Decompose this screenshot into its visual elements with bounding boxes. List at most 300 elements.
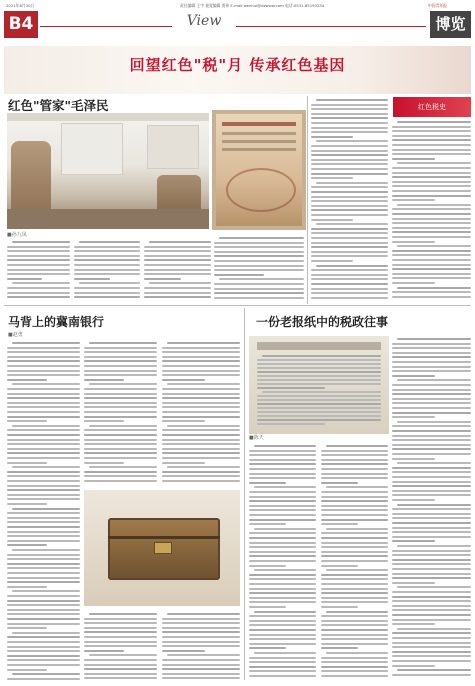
text-line: [7, 439, 80, 441]
text-line: [326, 486, 388, 488]
text-line: [311, 269, 388, 271]
text-line: [311, 274, 388, 276]
text-line: [7, 475, 80, 477]
exhibit-panel: [147, 125, 199, 169]
text-line: [144, 259, 211, 261]
text-line: [74, 292, 140, 294]
text-line: [84, 457, 157, 459]
section-code: B4: [8, 14, 34, 34]
text-line: [311, 159, 388, 161]
text-line: [392, 467, 471, 469]
text-line: [311, 108, 388, 110]
text-line: [84, 631, 157, 633]
text-line: [249, 532, 316, 534]
text-line: [392, 370, 471, 372]
text-line: [162, 347, 240, 349]
text-line: [321, 496, 388, 498]
text-line: [12, 466, 80, 468]
text-line: [7, 287, 70, 289]
text-line: [392, 655, 471, 657]
text-line: [84, 379, 124, 381]
photo-newspaper: [249, 336, 389, 434]
text-line: [316, 265, 388, 267]
text-line: [144, 287, 211, 289]
text-line: [167, 383, 240, 385]
text-line: [392, 596, 471, 598]
section-name: View: [172, 13, 236, 29]
text-line: [311, 260, 353, 262]
banner-title: 回望红色"税"月 传承红色基因: [129, 56, 346, 74]
text-line: [7, 540, 80, 542]
text-line: [167, 613, 240, 615]
text-line: [7, 452, 80, 454]
text-line: [162, 480, 240, 482]
text-line: [7, 434, 80, 436]
text-line: [162, 631, 240, 633]
text-line: [392, 458, 435, 460]
text-line: [392, 540, 435, 542]
text-line: [311, 251, 388, 253]
text-line: [321, 477, 388, 479]
text-line: [7, 627, 47, 629]
text-line: [89, 654, 157, 656]
text-line: [162, 627, 240, 629]
text-line: [249, 574, 316, 576]
text-line: [7, 554, 80, 556]
text-line: [321, 555, 388, 557]
text-line: [7, 600, 80, 602]
text-line: [316, 99, 388, 101]
section-code-tab: [4, 11, 38, 38]
text-line: [397, 379, 471, 381]
text-line: [257, 379, 381, 381]
text-line: [74, 269, 140, 271]
text-line: [311, 113, 388, 115]
channel-tab: [430, 11, 471, 38]
text-line: [84, 650, 124, 652]
text-line: [392, 619, 471, 621]
text-line: [321, 634, 388, 636]
text-line: [392, 389, 471, 391]
text-line: [392, 513, 471, 515]
text-line: [249, 537, 316, 539]
text-line: [257, 371, 381, 373]
text-line: [84, 462, 124, 464]
text-line: [392, 185, 471, 187]
text-line: [167, 466, 240, 468]
text-line: [397, 628, 471, 630]
text-line: [162, 429, 240, 431]
text-line: [321, 473, 388, 475]
text-line: [7, 613, 80, 615]
article-body-column: [144, 240, 211, 302]
text-line: [7, 448, 80, 450]
text-line: [257, 415, 381, 417]
text-line: [144, 278, 181, 280]
text-line: [262, 391, 381, 393]
text-line: [321, 601, 388, 603]
text-line: [392, 291, 471, 293]
text-line: [249, 638, 316, 640]
text-line: [392, 508, 471, 510]
text-line: [321, 583, 388, 585]
text-line: [392, 282, 435, 284]
text-line: [249, 514, 316, 516]
text-line: [214, 246, 304, 248]
text-line: [84, 434, 157, 436]
text-line: [249, 629, 316, 631]
text-line: [321, 482, 358, 484]
text-line: [162, 636, 240, 638]
text-line: [7, 411, 80, 413]
text-line: [311, 122, 388, 124]
text-line: [12, 383, 80, 385]
text-line: [321, 551, 388, 553]
text-line: [7, 370, 80, 372]
text-line: [214, 292, 304, 294]
text-line: [249, 615, 316, 617]
text-line: [321, 509, 388, 511]
text-line: [321, 463, 388, 465]
text-line: [392, 623, 435, 625]
text-line: [167, 342, 240, 344]
text-line: [7, 388, 80, 390]
text-line: [311, 232, 388, 234]
text-line: [249, 583, 316, 585]
text-line: [144, 246, 211, 248]
text-line: [392, 241, 435, 243]
text-line: [7, 292, 70, 294]
text-line: [392, 481, 471, 483]
text-line: [257, 419, 381, 421]
text-line: [321, 519, 388, 521]
text-line: [12, 549, 80, 551]
text-line: [321, 565, 358, 567]
text-line: [162, 393, 240, 395]
text-line: [84, 365, 157, 367]
text-line: [214, 242, 304, 244]
text-line: [249, 624, 316, 626]
byline: ■孙九凤: [7, 232, 27, 238]
text-line: [162, 462, 205, 464]
text-line: [84, 677, 157, 679]
text-line: [84, 448, 157, 450]
text-line: [7, 498, 80, 500]
text-line: [7, 255, 70, 257]
text-line: [249, 546, 316, 548]
text-line: [392, 176, 471, 178]
text-line: [311, 131, 388, 133]
text-line: [249, 463, 316, 465]
text-line: [7, 489, 80, 491]
text-line: [7, 526, 80, 528]
article-body-column: [249, 444, 316, 680]
text-line: [316, 182, 388, 184]
article-body-column: [321, 444, 388, 680]
text-line: [321, 468, 388, 470]
text-line: [84, 351, 157, 353]
text-line: [321, 560, 388, 562]
text-line: [84, 429, 157, 431]
text-line: [7, 397, 80, 399]
text-line: [311, 292, 388, 294]
text-line: [326, 652, 388, 654]
text-line: [84, 356, 157, 358]
text-line: [392, 471, 471, 473]
text-line: [257, 367, 381, 369]
text-line: [162, 411, 240, 413]
text-line: [249, 519, 316, 521]
exhibit-panel: [61, 123, 123, 175]
text-line: [321, 675, 388, 677]
text-line: [392, 559, 471, 561]
text-line: [311, 246, 388, 248]
text-line: [392, 444, 471, 446]
text-line: [214, 260, 304, 262]
text-line: [249, 588, 316, 590]
section-rule: [4, 305, 471, 306]
text-line: [7, 572, 80, 574]
text-line: [397, 338, 471, 340]
text-line: [149, 282, 211, 284]
text-line: [257, 375, 381, 377]
text-line: [321, 661, 388, 663]
article-title: 一份老报纸中的税政往事: [256, 315, 389, 329]
text-line: [7, 443, 80, 445]
text-line: [326, 611, 388, 613]
text-line: [392, 126, 471, 128]
text-line: [144, 255, 211, 257]
text-line: [7, 646, 80, 648]
text-line: [12, 342, 80, 344]
text-line: [392, 356, 471, 358]
text-line: [162, 434, 240, 436]
article-body-column: [84, 612, 157, 680]
text-line: [311, 145, 388, 147]
article-title: 红色"管家"毛泽民: [8, 98, 109, 113]
text-line: [392, 494, 471, 496]
text-line: [392, 439, 471, 441]
text-line: [74, 264, 140, 266]
text-line: [392, 407, 471, 409]
text-line: [392, 527, 471, 529]
text-line: [7, 347, 80, 349]
column-rule: [307, 96, 308, 304]
banner: [4, 46, 471, 94]
text-line: [392, 435, 471, 437]
text-line: [326, 445, 388, 447]
text-line: [214, 297, 304, 299]
text-line: [162, 388, 240, 390]
text-line: [7, 259, 70, 261]
text-line: [7, 480, 80, 482]
text-line: [162, 356, 240, 358]
text-line: [149, 241, 211, 243]
text-line: [7, 521, 80, 523]
text-line: [392, 343, 471, 345]
text-line: [7, 517, 80, 519]
text-line: [326, 528, 388, 530]
text-line: [257, 403, 381, 405]
text-line: [311, 255, 388, 257]
text-line: [7, 416, 80, 418]
text-line: [392, 476, 471, 478]
text-line: [12, 673, 80, 675]
text-line: [7, 269, 70, 271]
text-line: [162, 659, 240, 661]
text-line: [219, 237, 304, 239]
text-line: [397, 162, 471, 164]
text-line: [214, 269, 304, 271]
text-line: [321, 532, 388, 534]
text-line: [249, 565, 286, 567]
text-line: [214, 274, 264, 276]
text-line: [74, 273, 140, 275]
article-body-column: [162, 612, 240, 680]
text-line: [7, 609, 80, 611]
photo-poster: [212, 110, 306, 230]
text-line: [321, 620, 388, 622]
text-line: [321, 514, 388, 516]
text-line: [84, 480, 157, 482]
text-line: [7, 402, 80, 404]
text-line: [321, 546, 388, 548]
text-line: [392, 144, 471, 146]
text-line: [7, 641, 80, 643]
text-line: [84, 452, 157, 454]
text-line: [84, 416, 157, 418]
text-line: [392, 273, 471, 275]
text-line: [311, 154, 388, 156]
text-line: [84, 471, 157, 473]
text-line: [397, 121, 471, 123]
ribbon-badge-label: 红色税史: [418, 103, 446, 111]
text-line: [311, 219, 353, 221]
text-line: [7, 351, 80, 353]
text-line: [311, 278, 388, 280]
text-line: [84, 627, 157, 629]
text-line: [392, 591, 471, 593]
text-line: [311, 214, 388, 216]
ribbon-badge: [393, 97, 471, 117]
text-line: [392, 195, 471, 197]
text-line: [311, 104, 388, 106]
text-line: [257, 363, 381, 365]
text-line: [392, 568, 471, 570]
text-line: [392, 352, 471, 354]
text-line: [392, 227, 471, 229]
text-line: [392, 522, 471, 524]
text-line: [257, 407, 381, 409]
text-line: [84, 668, 157, 670]
text-line: [74, 296, 140, 298]
text-line: [162, 457, 240, 459]
text-line: [144, 292, 211, 294]
text-line: [214, 288, 304, 290]
text-line: [162, 443, 240, 445]
text-line: [392, 637, 471, 639]
text-line: [321, 643, 388, 645]
text-line: [7, 586, 47, 588]
text-line: [84, 645, 157, 647]
text-line: [311, 205, 388, 207]
text-line: [311, 127, 388, 129]
text-line: [392, 665, 435, 667]
text-line: [84, 641, 157, 643]
text-line: [12, 590, 80, 592]
text-line: [311, 228, 388, 230]
text-line: [7, 563, 80, 565]
text-line: [392, 135, 471, 137]
text-line: [249, 477, 316, 479]
text-line: [392, 139, 471, 141]
text-line: [392, 181, 471, 183]
text-line: [249, 601, 316, 603]
text-line: [311, 168, 388, 170]
text-line: [257, 399, 381, 401]
text-line: [214, 283, 304, 285]
text-line: [392, 605, 471, 607]
text-line: [321, 500, 388, 502]
text-line: [7, 544, 47, 546]
text-line: [392, 674, 471, 676]
text-line: [7, 535, 80, 537]
text-line: [397, 669, 471, 671]
text-line: [162, 645, 240, 647]
text-line: [162, 379, 205, 381]
text-line: [311, 288, 388, 290]
text-line: [162, 365, 240, 367]
text-line: [84, 673, 157, 675]
text-line: [162, 402, 240, 404]
text-line: [397, 545, 471, 547]
text-line: [392, 393, 471, 395]
text-line: [84, 475, 157, 477]
text-line: [392, 172, 471, 174]
text-line: [392, 499, 435, 501]
article-body-column: [214, 236, 304, 302]
text-line: [7, 604, 80, 606]
text-line: [249, 670, 316, 672]
text-line: [321, 666, 388, 668]
text-line: [249, 578, 316, 580]
text-line: [84, 374, 157, 376]
text-line: [84, 402, 157, 404]
text-line: [392, 199, 435, 201]
text-line: [167, 654, 240, 656]
text-line: [392, 208, 471, 210]
text-line: [392, 412, 471, 414]
text-line: [392, 375, 435, 377]
text-line: [162, 618, 240, 620]
article-body-column: [311, 98, 388, 302]
text-line: [249, 500, 316, 502]
text-line: [7, 531, 80, 533]
text-line: [397, 245, 471, 247]
text-line: [84, 397, 157, 399]
text-line: [321, 657, 388, 659]
text-line: [311, 191, 388, 193]
text-line: [162, 397, 240, 399]
article-body-column: [392, 337, 471, 680]
article-body-column: [74, 240, 140, 302]
text-line: [249, 505, 316, 507]
article-body-column: [84, 341, 157, 486]
text-line: [392, 130, 471, 132]
text-line: [162, 374, 240, 376]
editor-meta: 责任编辑 王宇 视觉编辑 贾伟 E-mail:wenhui@dzwww.com 电话:0531-85193234: [180, 3, 325, 8]
text-line: [392, 236, 471, 238]
